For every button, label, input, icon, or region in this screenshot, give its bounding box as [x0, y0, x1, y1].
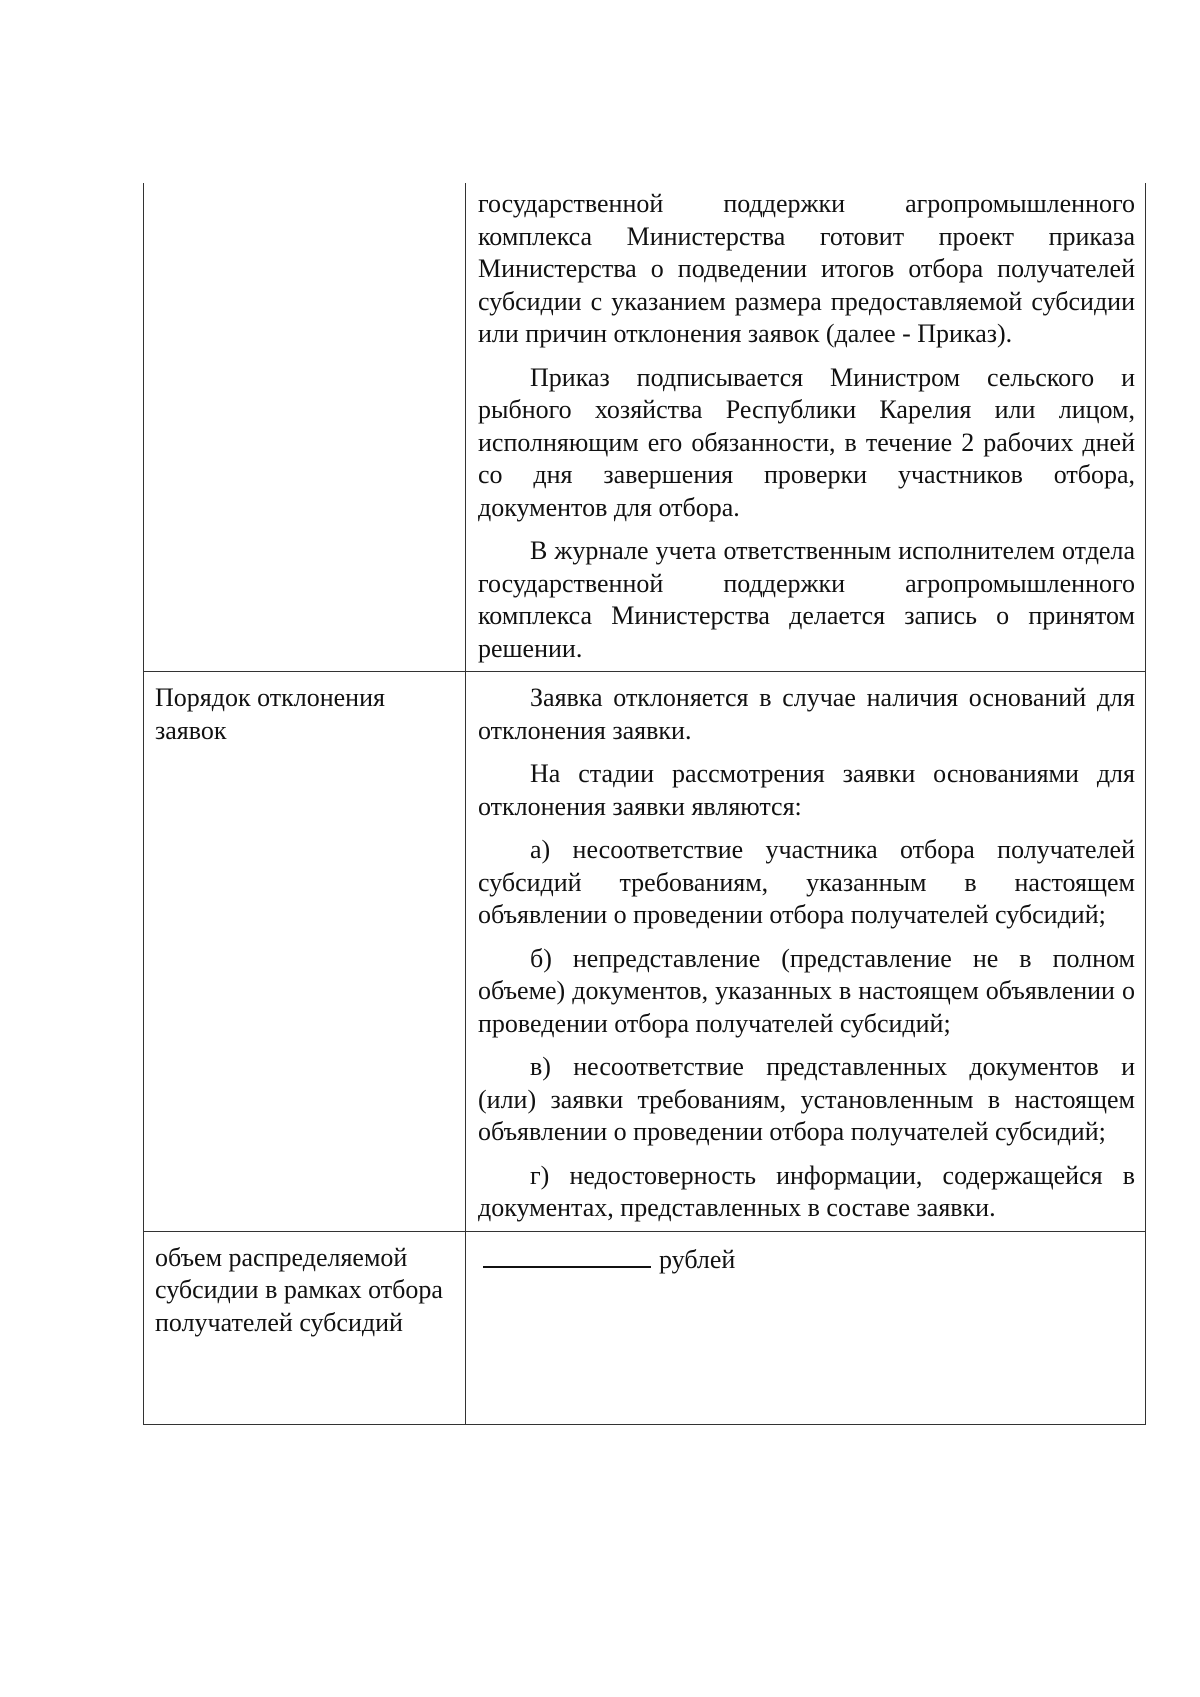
row-label: Порядок отклонения заявок	[155, 683, 385, 745]
paragraph: б) непредставление (представление не в полном объеме) документов, указанных в настоящем объявлении о проведении отбора получателей субсидий;	[478, 943, 1135, 1038]
row-label-cell	[144, 1231, 466, 1424]
row-content-cell	[466, 1231, 1146, 1424]
paragraph: г) недостоверность информации, содержащейся в документах, представленных в составе заявки.	[478, 1160, 1135, 1222]
paragraph: Приказ подписывается Министром сельского и рыбного хозяйства Республики Карелия или лицом, исполняющим его обязанности, в течение 2 рабочих дней со дня завершения проверки участников отбора, документов для отбора.	[478, 362, 1135, 522]
row-content-cell	[466, 672, 1146, 1232]
row-content-cell	[466, 183, 1146, 672]
document-table	[143, 183, 1146, 1425]
row-label: объем распределяемой субсидии в рамках отбора получателей субсидий	[155, 1242, 443, 1337]
table-row	[144, 183, 1146, 672]
paragraph: в) несоответствие представленных документов и (или) заявки требованиям, установленным в настоящем объявлении о проведении отбора получателей субсидий;	[478, 1052, 1135, 1146]
table-row	[144, 672, 1146, 1232]
amount-line	[478, 1242, 1135, 1277]
row-label-cell	[144, 672, 466, 1232]
paragraph: государственной поддержки агропромышленного комплекса Министерства готовит проект приказа Министерства о подведении итогов отбора получателей субсидии с указанием размера предоставляемой субсидии или причин отклонения заявок (далее - Приказ).	[478, 189, 1135, 348]
paragraph: В журнале учета ответственным исполнителем отдела государственной поддержки агропромышленного комплекса Министерства делается запись о принятом решении.	[478, 536, 1135, 663]
table-row	[144, 1231, 1146, 1424]
amount-blank-field	[483, 1242, 651, 1268]
amount-unit: рублей	[659, 1244, 736, 1274]
paragraph: а) несоответствие участника отбора получателей субсидий требованиям, указанным в настоящем объявлении о проведении отбора получателей субсидий;	[478, 835, 1135, 929]
paragraph: Заявка отклоняется в случае наличия оснований для отклонения заявки.	[478, 683, 1135, 745]
paragraph: На стадии рассмотрения заявки основаниями для отклонения заявки являются:	[478, 759, 1135, 821]
row-label-cell	[144, 183, 466, 672]
